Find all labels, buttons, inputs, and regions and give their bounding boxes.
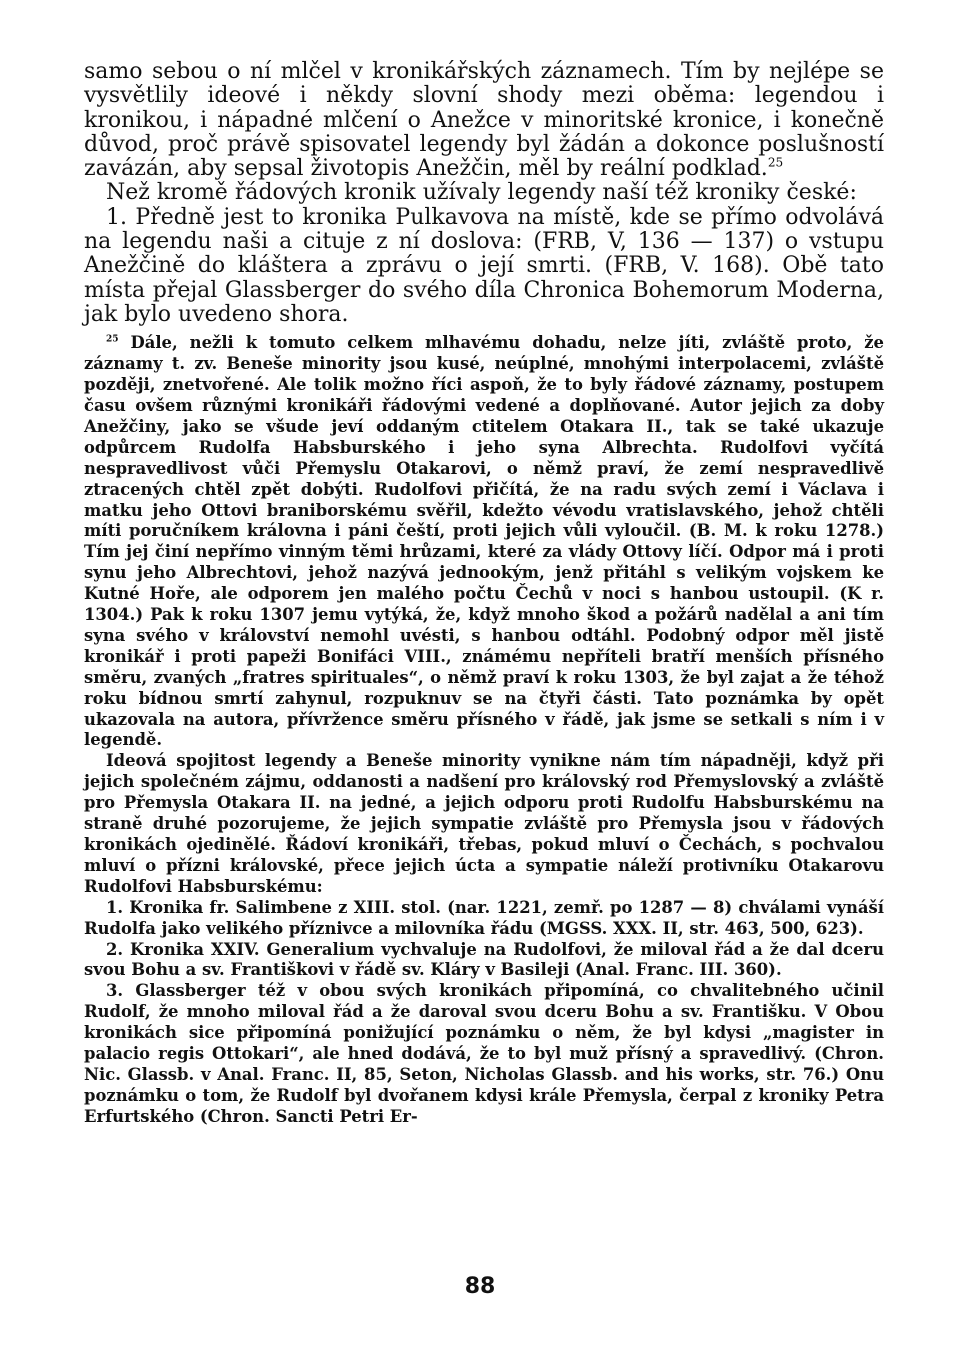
body-paragraph-2: Než kromě řádových kronik užívaly legendy naší též kroniky české:: [106, 180, 857, 206]
footnote-marker-25: 25: [106, 334, 119, 345]
footnote-paragraph-2: Ideová spojitost legendy a Beneše minority vynikne nám tím nápadněji, když při jejich společném zájmu, oddanosti a nadšení pro královský rod Přemyslovský a zvláště pro Přemysla Otakara II. na jedné, a jejich odporu proti Rudolfu Habsburskému na straně druhé pozorujeme, že jejich sympatie zvláště pro Přemysla jsou v řádových kronikách ojedinělé. Řádoví kronikáři, třebas, pokud mluví o Čechách, s pochvalou mluví o přízni královské, přece jejich úcta a sympatie náleží protivníku Otakarovu Rudolfovi Habsburskému:: [84, 751, 884, 896]
body-paragraph-1-text: samo sebou o ní mlčel v kronikářských záznamech. Tím by nejlépe se vysvětlily ideové i někdy slovní shody mezi oběma: legendou i kronikou, i nápadné mlčení o Anežce v minoritské kronice, i konečně důvod, proč právě spisovatel legendy byl žádán a dokonce poslušností zavázán, aby sepsal životopis Anežčin, měl by reální podklad.: [84, 59, 884, 182]
footnote-ref-25: 25: [767, 155, 784, 170]
footnote-list-item-2: 2. Kronika XXIV. Generalium vychvaluje na Rudolfovi, že miloval řád a že dal dceru svou Bohu a sv. Františkovi v řádě sv. Kláry v Basileji (Anal. Franc. III. 360).: [84, 939, 884, 980]
footnote-25-text: Dále, nežli k tomuto celkem mlhavému dohadu, nelze jíti, zvláště proto, že záznamy t. zv. Beneše minority jsou kusé, neúplné, mnohými interpolacemi, zvláště později, znetvořené. Ale tolik možno říci aspoň, že to byly řádové záznamy, postupem času ovšem různými kronikáři řádovými vedené a doplňované. Autor jejich za doby Anežčiny, jako se všude jeví oddaným ctitelem Otakara II., tak se také ukazuje odpůrcem Rudolfa Habsburského i jeho syna Albrechta. Rudolfovi vyčítá nespravedlivost vůči Přemyslu Otakarovi, o němž praví, že zemí nespravedlivě ztracených chtěl zpět dobýti. Rudolfovi přičítá, že na radu svých zemí i Václava i matku jeho Ottovi braniborskému svěřil, kdežto vévodu vratislavského, jehož chtěli míti poručníkem královna i páni čeští, proti jejich vůli vyloučil. (B. M. k roku 1278.) Tím jej činí nepřímo vinným těmi hrůzami, které za vlády Ottovy líčí. Odpor má i proti synu jeho Albrechtovi, jehož nazývá jednookým, jenž přitáhl s velikým vojskem ke Kutné Hoře, ale odporem jen malého počtu Čechů v noci s hanbou ustoupil. (K r. 1304.) Pak k roku 1307 jemu vytýká, že, když mnoho škod a požárů nadělal a ani tím syna svého v království nemohl uvésti, s hanbou odtáhl. Podobný odpor měl jistě kronikář i proti papeži Bonifáci VIII., známému nepříteli bratří menších přísného směru, zvaných „fratres spirituales“, o němž praví k roku 1303, že byl zajat a že téhož roku bídnou smrtí zahynul, rozpuknuv se na čtyři části. Tato poznámka by opět ukazovala na autora, přívržence směru přísného v řádě, jak jsme se setkali s ním i v legendě.: [84, 333, 884, 750]
page-content: [84, 60, 884, 1128]
footnote-25: [84, 333, 884, 751]
footnote-list-item-3: 3. Glassberger též v obou svých kronikách připomíná, co chvalitebného učinil Rudolf, že mnoho miloval řád a že daroval svou dceru Bohu a sv. Františku. V Obou kronikách sice připomíná ponižující poznámku o něm, že byl kdysi „magister in palacio regis Ottokari“, ale hned dodává, že to byl muž přísný a spravedlivý. (Chron. Nic. Glassb. v Anal. Franc. II, 85, Seton, Nicholas Glassb. and his works, str. 76.) Onu poznámku o tom, že Rudolf byl dvořanem kdysi krále Přemysla, čerpal z kroniky Petra Erfurtského (Chron. Sancti Petri Er-: [84, 981, 884, 1126]
footnotes-section: [84, 333, 884, 1127]
page-number: 88: [464, 1274, 496, 1299]
body-paragraph-1: [84, 60, 884, 181]
body-paragraph-3: 1. Předně jest to kronika Pulkavova na místě, kde se přímo odvolává na legendu naši a cituje z ní doslova: (FRB, V, 136 — 137) o vstupu Anežčině do kláštera a zprávu o její smrti. (FRB, V. 168). Obě tato místa přejal Glassberger do svého díla Chronica Bohemorum Moderna, jak bylo uvedeno shora.: [84, 204, 884, 327]
footnote-list-item-1: 1. Kronika fr. Salimbene z XIII. stol. (nar. 1221, zemř. po 1287 — 8) chválami vynáší Rudolfa jako velikého příznivce a milovníka řádu (MGSS. XXX. II, str. 463, 500, 623).: [84, 897, 884, 938]
